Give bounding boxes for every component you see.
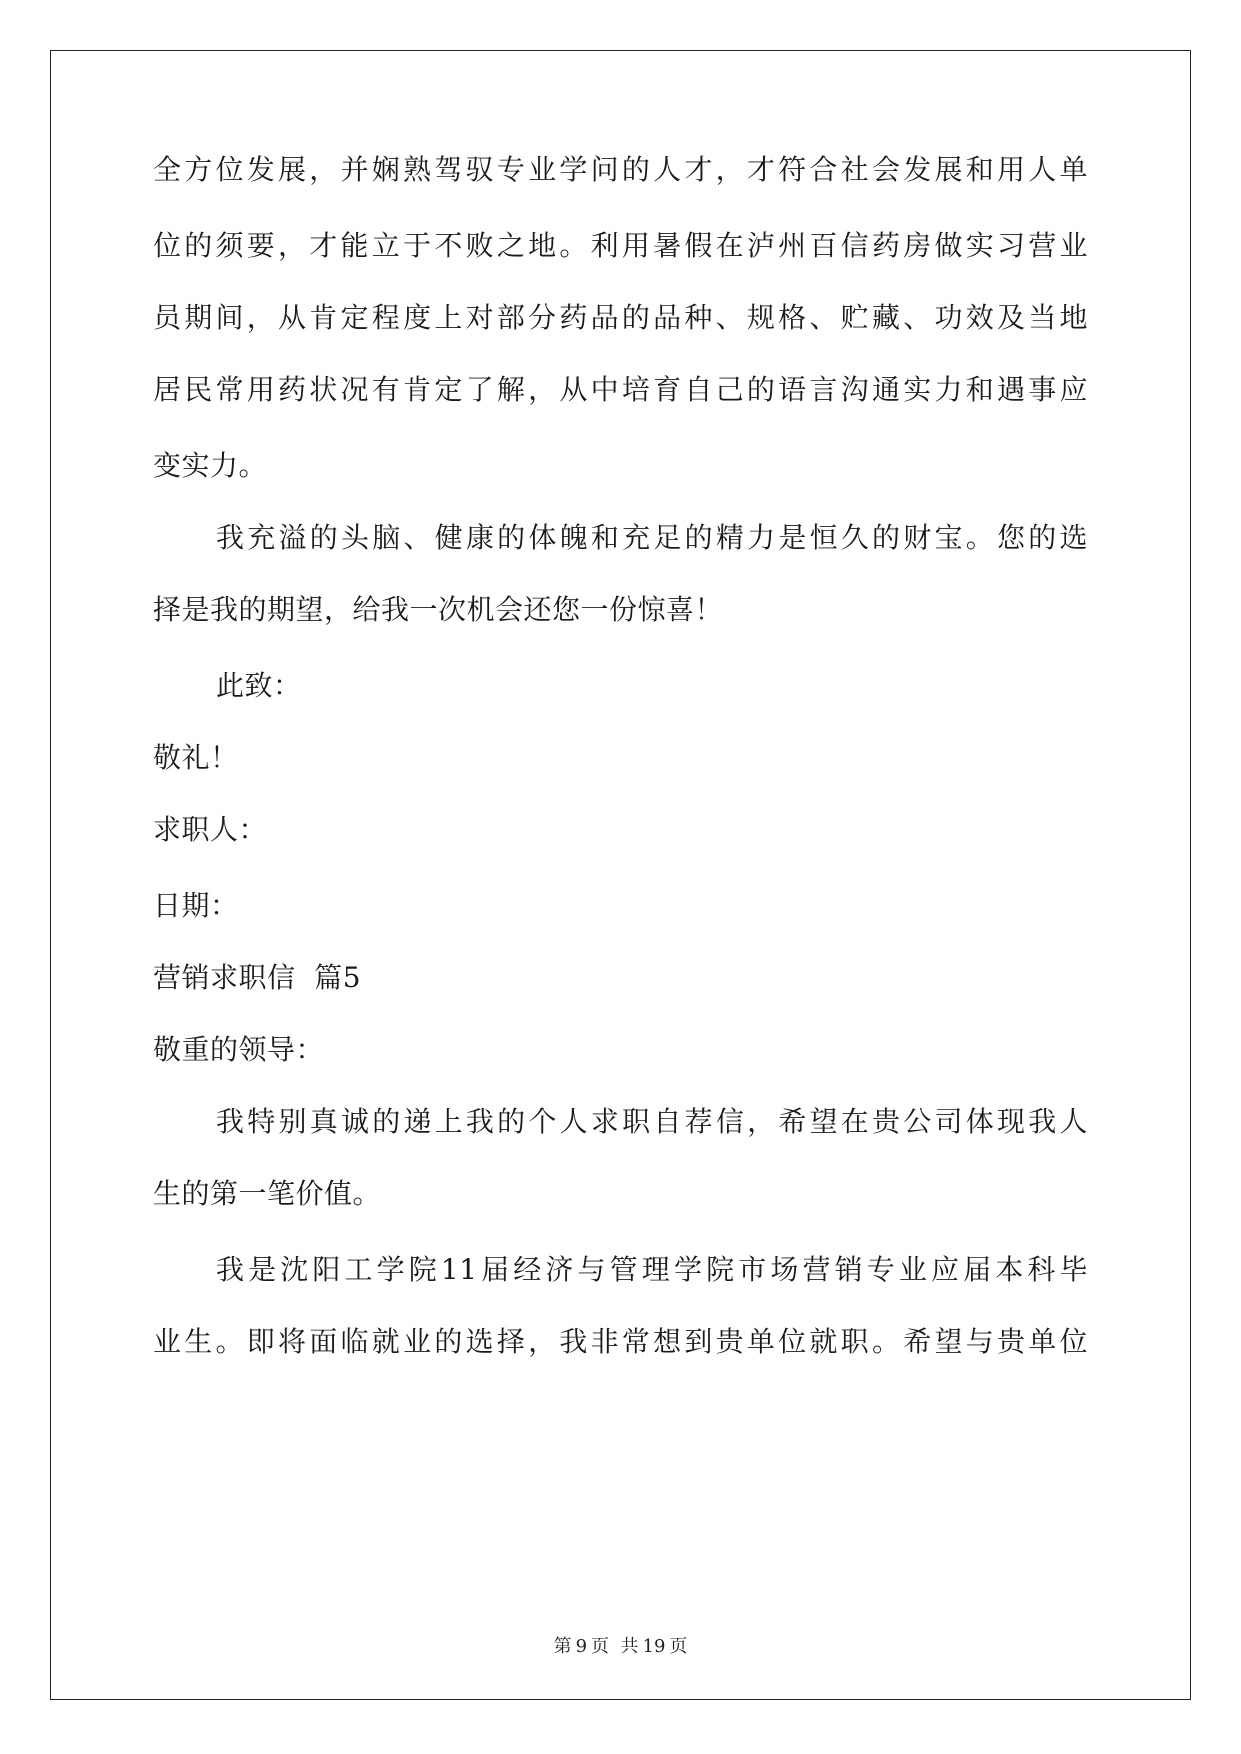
letter-greeting: 敬重的领导： — [153, 1033, 325, 1066]
salutation-cizhi: 此致： — [216, 669, 302, 702]
paragraph-first-line: 我充溢的头脑、健康的体魄和充足的精力是恒久的财宝。您的选 — [216, 521, 1088, 554]
body-line: 居民常用药状况有肯定了解，从中培育自己的语言沟通实力和遇事应 — [153, 373, 1088, 406]
body-line: 位的须要，才能立于不败之地。利用暑假在泸州百信药房做实习营业 — [153, 229, 1088, 262]
page-prefix: 第 — [553, 1636, 572, 1657]
body-line: 变实力。 — [153, 449, 268, 482]
body-line: 员期间，从肯定程度上对部分药品的品种、规格、贮藏、功效及当地 — [153, 301, 1088, 334]
date-label: 日期： — [153, 889, 239, 922]
paragraph-first-line: 我是沈阳工学院11届经济与管理学院市场营销专业应届本科毕 — [216, 1253, 1088, 1286]
page-number-footer — [0, 1636, 1241, 1658]
page-mid: 页 共 — [591, 1636, 639, 1657]
section-heading: 营销求职信 篇5 — [153, 961, 362, 994]
body-line: 全方位发展，并娴熟驾驭专业学问的人才，才符合社会发展和用人单 — [153, 153, 1088, 186]
body-line: 业生。即将面临就业的选择，我非常想到贵单位就职。希望与贵单位 — [153, 1325, 1088, 1358]
page-total: 19 — [642, 1636, 666, 1657]
paragraph-first-line: 我特别真诚的递上我的个人求职自荐信，希望在贵公司体现我人 — [216, 1105, 1088, 1138]
body-line: 生的第一笔价值。 — [153, 1177, 382, 1210]
salutation-jingli: 敬礼！ — [153, 741, 239, 774]
applicant-label: 求职人： — [153, 813, 268, 846]
page-current: 9 — [575, 1636, 588, 1657]
body-line: 择是我的期望，给我一次机会还您一份惊喜！ — [153, 593, 724, 626]
page-suffix: 页 — [669, 1636, 688, 1657]
